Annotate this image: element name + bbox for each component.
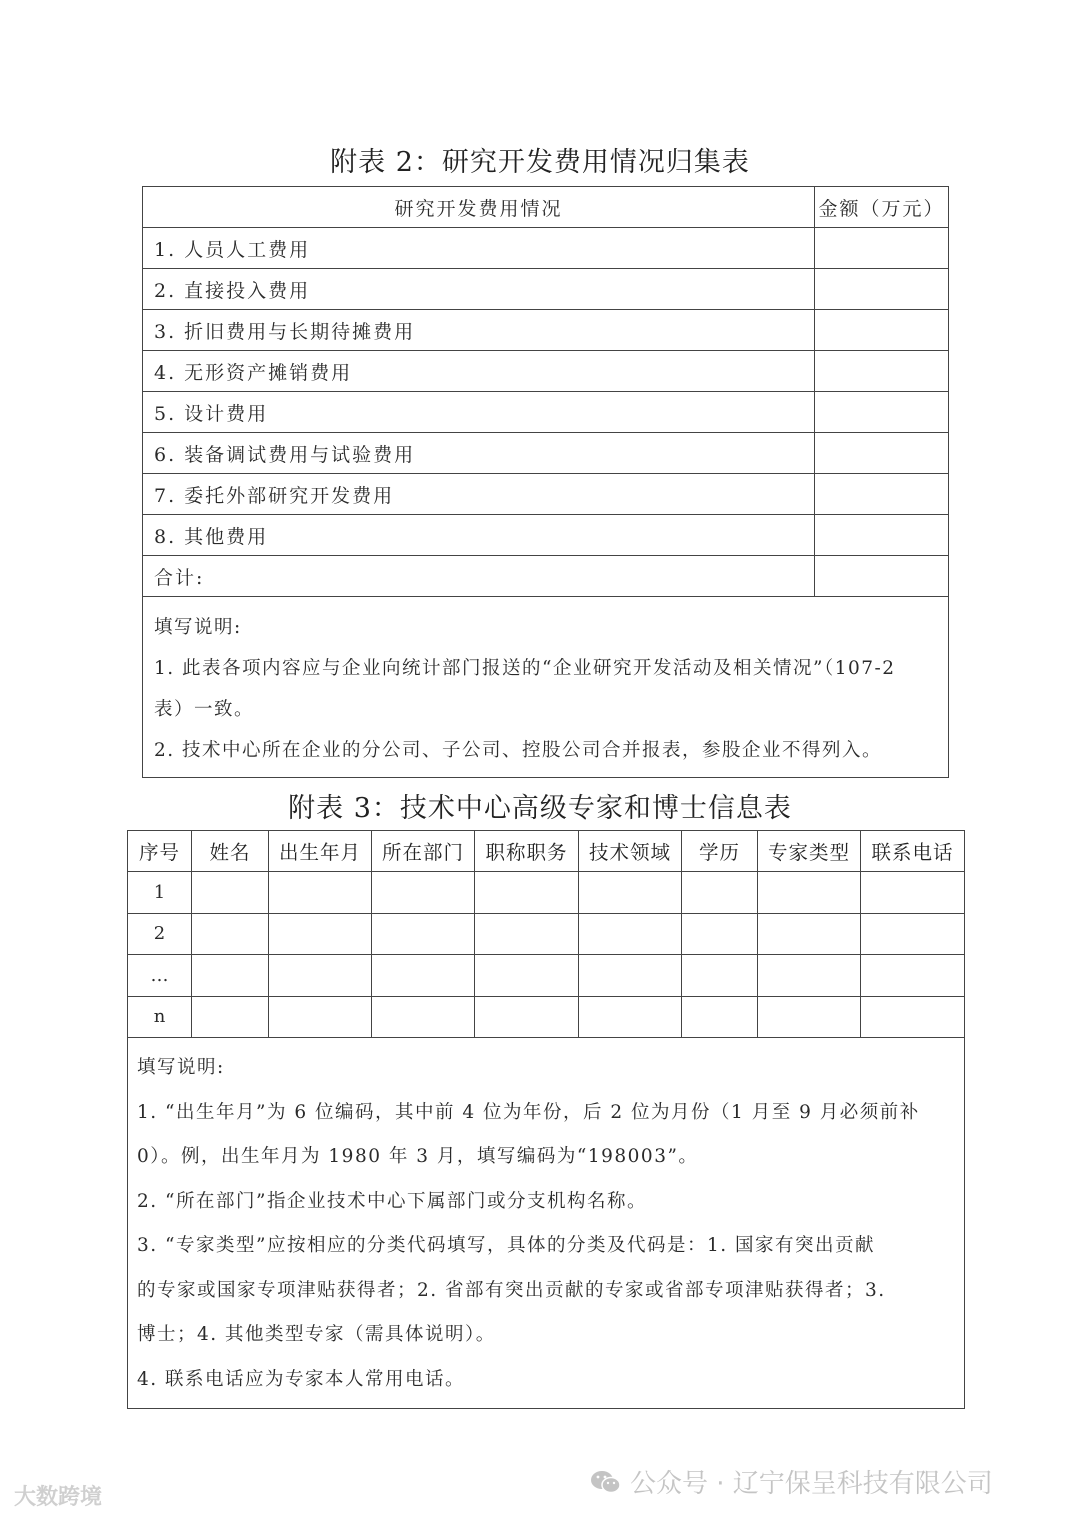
row-label: 7. 委托外部研究开发费用 xyxy=(143,474,815,515)
header-title: 职称职务 xyxy=(475,831,579,872)
total-row xyxy=(143,556,949,597)
input-cell[interactable] xyxy=(861,955,965,997)
table-row xyxy=(143,392,949,433)
input-cell[interactable] xyxy=(372,955,475,997)
expert-info-table xyxy=(127,830,965,1409)
row-label: 5. 设计费用 xyxy=(143,392,815,433)
note-line: 博士；4. 其他类型专家（需具体说明）。 xyxy=(137,1324,496,1345)
watermark-right xyxy=(590,1463,993,1500)
amount-cell[interactable] xyxy=(815,269,949,310)
input-cell[interactable] xyxy=(192,872,269,914)
table-row xyxy=(143,351,949,392)
input-cell[interactable] xyxy=(579,996,682,1038)
input-cell[interactable] xyxy=(758,872,861,914)
rd-expense-table xyxy=(142,186,949,778)
watermark-left: 大数跨境 xyxy=(14,1485,103,1510)
serial-cell: … xyxy=(128,955,192,997)
amount-cell[interactable] xyxy=(815,515,949,556)
input-cell[interactable] xyxy=(682,996,758,1038)
input-cell[interactable] xyxy=(861,872,965,914)
row-label: 4. 无形资产摊销费用 xyxy=(143,351,815,392)
input-cell[interactable] xyxy=(475,955,579,997)
header-tech-field: 技术领域 xyxy=(579,831,682,872)
watermark-right-text: 公众号 · 辽宁保呈科技有限公司 xyxy=(630,1469,993,1499)
header-amount: 金额（万元） xyxy=(815,187,949,228)
table-row xyxy=(143,269,949,310)
row-label: 3. 折旧费用与长期待摊费用 xyxy=(143,310,815,351)
input-cell[interactable] xyxy=(758,955,861,997)
header-phone: 联系电话 xyxy=(861,831,965,872)
input-cell[interactable] xyxy=(579,872,682,914)
note-line: 0）。例，出生年月为 1980 年 3 月，填写编码为“198003”。 xyxy=(137,1146,699,1167)
header-serial: 序号 xyxy=(128,831,192,872)
amount-cell[interactable] xyxy=(815,310,949,351)
table-row xyxy=(143,228,949,269)
table-row xyxy=(143,433,949,474)
header-rd-expense: 研究开发费用情况 xyxy=(143,187,815,228)
input-cell[interactable] xyxy=(192,996,269,1038)
input-cell[interactable] xyxy=(682,872,758,914)
table-row xyxy=(128,913,965,955)
input-cell[interactable] xyxy=(372,913,475,955)
note-line: 表）一致。 xyxy=(154,699,255,720)
table-row xyxy=(128,996,965,1038)
table2-notes xyxy=(143,597,949,778)
row-label: 2. 直接投入费用 xyxy=(143,269,815,310)
input-cell[interactable] xyxy=(861,913,965,955)
amount-cell[interactable] xyxy=(815,392,949,433)
row-label: 8. 其他费用 xyxy=(143,515,815,556)
input-cell[interactable] xyxy=(475,913,579,955)
input-cell[interactable] xyxy=(269,872,372,914)
input-cell[interactable] xyxy=(682,913,758,955)
header-birth: 出生年月 xyxy=(269,831,372,872)
note-line: 3. “专家类型”应按相应的分类代码填写，具体的分类及代码是：1. 国家有突出贡献 xyxy=(137,1235,875,1256)
input-cell[interactable] xyxy=(579,913,682,955)
total-amount-cell[interactable] xyxy=(815,556,949,597)
input-cell[interactable] xyxy=(682,955,758,997)
note-line: 1. “出生年月”为 6 位编码，其中前 4 位为年份，后 2 位为月份（1 月至 9 月必须前补 xyxy=(137,1101,920,1123)
amount-cell[interactable] xyxy=(815,474,949,515)
input-cell[interactable] xyxy=(861,996,965,1038)
header-department: 所在部门 xyxy=(372,831,475,872)
table2-title: 附表 2：研究开发费用情况归集表 xyxy=(330,147,750,178)
input-cell[interactable] xyxy=(269,955,372,997)
row-label: 1. 人员人工费用 xyxy=(143,228,815,269)
input-cell[interactable] xyxy=(758,913,861,955)
wechat-icon xyxy=(590,1469,622,1495)
input-cell[interactable] xyxy=(372,872,475,914)
serial-cell: 1 xyxy=(128,872,192,914)
notes-heading: 填写说明: xyxy=(154,617,242,638)
input-cell[interactable] xyxy=(192,955,269,997)
table-row xyxy=(143,515,949,556)
table-row xyxy=(143,310,949,351)
input-cell[interactable] xyxy=(758,996,861,1038)
note-line: 2. “所在部门”指企业技术中心下属部门或分支机构名称。 xyxy=(137,1190,647,1212)
input-cell[interactable] xyxy=(192,913,269,955)
header-education: 学历 xyxy=(682,831,758,872)
input-cell[interactable] xyxy=(475,872,579,914)
table3-title: 附表 3：技术中心高级专家和博士信息表 xyxy=(288,793,792,824)
notes-heading: 填写说明: xyxy=(137,1057,225,1078)
input-cell[interactable] xyxy=(269,996,372,1038)
input-cell[interactable] xyxy=(475,996,579,1038)
row-label: 6. 装备调试费用与试验费用 xyxy=(143,433,815,474)
input-cell[interactable] xyxy=(372,996,475,1038)
serial-cell: n xyxy=(128,996,192,1038)
table-row xyxy=(143,474,949,515)
note-line: 的专家或国家专项津贴获得者；2. 省部有突出贡献的专家或省部专项津贴获得者；3. xyxy=(137,1279,886,1301)
header-expert-type: 专家类型 xyxy=(758,831,861,872)
table3-notes xyxy=(128,1038,965,1409)
table-row xyxy=(128,955,965,997)
amount-cell[interactable] xyxy=(815,433,949,474)
amount-cell[interactable] xyxy=(815,228,949,269)
note-line: 4. 联系电话应为专家本人常用电话。 xyxy=(137,1368,466,1390)
table-row xyxy=(128,872,965,914)
input-cell[interactable] xyxy=(579,955,682,997)
amount-cell[interactable] xyxy=(815,351,949,392)
serial-cell: 2 xyxy=(128,913,192,955)
total-label: 合计: xyxy=(143,556,815,597)
note-line: 2. 技术中心所在企业的分公司、子公司、控股公司合并报表，参股企业不得列入。 xyxy=(154,740,883,761)
note-line: 1. 此表各项内容应与企业向统计部门报送的“企业研究开发活动及相关情况”（107-2 xyxy=(154,658,896,679)
header-name: 姓名 xyxy=(192,831,269,872)
input-cell[interactable] xyxy=(269,913,372,955)
